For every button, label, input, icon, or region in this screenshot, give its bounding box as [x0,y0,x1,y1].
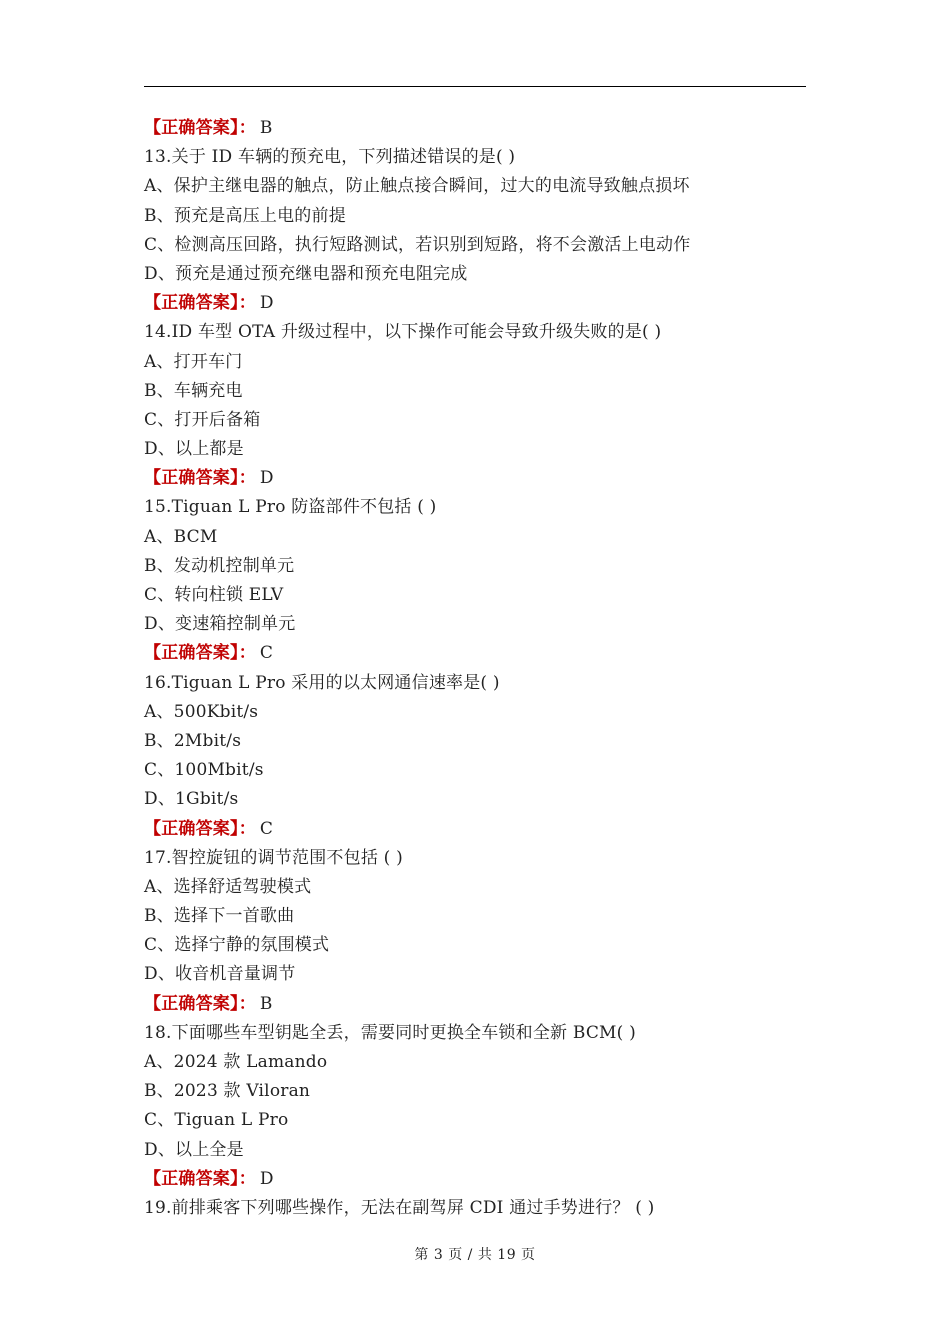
answer-line [144,464,806,493]
option-a: A、BCM [144,526,218,547]
header-rule [144,86,806,87]
option-d: D、变速箱控制单元 [144,614,296,635]
option-d: D、以上都是 [144,439,244,460]
question-text: 13.关于 ID 车辆的预充电，下列描述错误的是( ) [144,147,516,168]
answer-value: D [259,468,274,489]
question-text: 18.下面哪些车型钥匙全丢，需要同时更换全车锁和全新 BCM( ) [144,1022,636,1043]
question-text: 15.Tiguan L Pro 防盗部件不包括 ( ) [144,497,437,518]
answer-line [144,990,806,1019]
option-a: A、2024 款 Lamando [144,1052,328,1072]
answer-label: 【正确答案】： [144,118,256,138]
option-a: A、保护主继电器的触点，防止触点接合瞬间，过大的电流导致触点损坏 [144,176,690,197]
option-b: B、车辆充电 [144,380,243,401]
answer-value: C [259,643,274,664]
option-a: A、选择舒适驾驶模式 [144,876,312,897]
document-body [144,114,806,1223]
option-c: C、Tiguan L Pro [144,1110,289,1131]
answer-line [144,639,806,668]
option-d: D、预充是通过预充继电器和预充电阻完成 [144,263,468,284]
question-text: 17.智控旋钮的调节范围不包括 ( ) [144,847,403,868]
answer-value: C [259,818,274,839]
question-text: 19.前排乘客下列哪些操作，无法在副驾屏 CDI 通过手势进行？ ( ) [144,1197,655,1218]
option-c: C、检测高压回路，执行短路测试，若识别到短路，将不会激活上电动作 [144,234,691,255]
answer-label: 【正确答案】： [144,643,256,664]
option-b: B、2Mbit/s [144,730,242,751]
answer-label: 【正确答案】： [144,293,256,314]
option-c: C、打开后备箱 [144,409,261,430]
answer-label: 【正确答案】： [144,818,256,839]
option-d: D、1Gbit/s [144,789,239,810]
answer-label: 【正确答案】： [144,993,256,1014]
page-footer: 第 3 页 / 共 19 页 [414,1247,536,1263]
option-b: B、发动机控制单元 [144,555,295,576]
option-b: B、选择下一首歌曲 [144,906,295,927]
question-text: 16.Tiguan L Pro 采用的以太网通信速率是( ) [144,672,500,693]
question-text: 14.ID 车型 OTA 升级过程中，以下操作可能会导致升级失败的是( ) [144,322,662,343]
option-b: B、预充是高压上电的前提 [144,205,346,226]
answer-line [144,289,806,318]
answer-value: B [259,993,273,1014]
answer-line [144,815,806,844]
answer-label: 【正确答案】： [144,468,256,489]
option-c: C、转向柱锁 ELV [144,585,284,605]
answer-value: D [259,1168,274,1189]
answer-value: D [259,293,274,314]
option-b: B、2023 款 Viloran [144,1081,311,1102]
option-a: A、500Kbit/s [144,701,259,722]
answer-line [144,1165,806,1194]
option-d: D、收音机音量调节 [144,964,296,985]
answer-value: B [259,118,273,138]
answer-label: 【正确答案】： [144,1168,256,1189]
option-a: A、打开车门 [144,351,243,372]
option-d: D、以上全是 [144,1139,244,1160]
option-c: C、选择宁静的氛围模式 [144,935,330,956]
answer-line [144,114,806,143]
option-c: C、100Mbit/s [144,760,264,781]
